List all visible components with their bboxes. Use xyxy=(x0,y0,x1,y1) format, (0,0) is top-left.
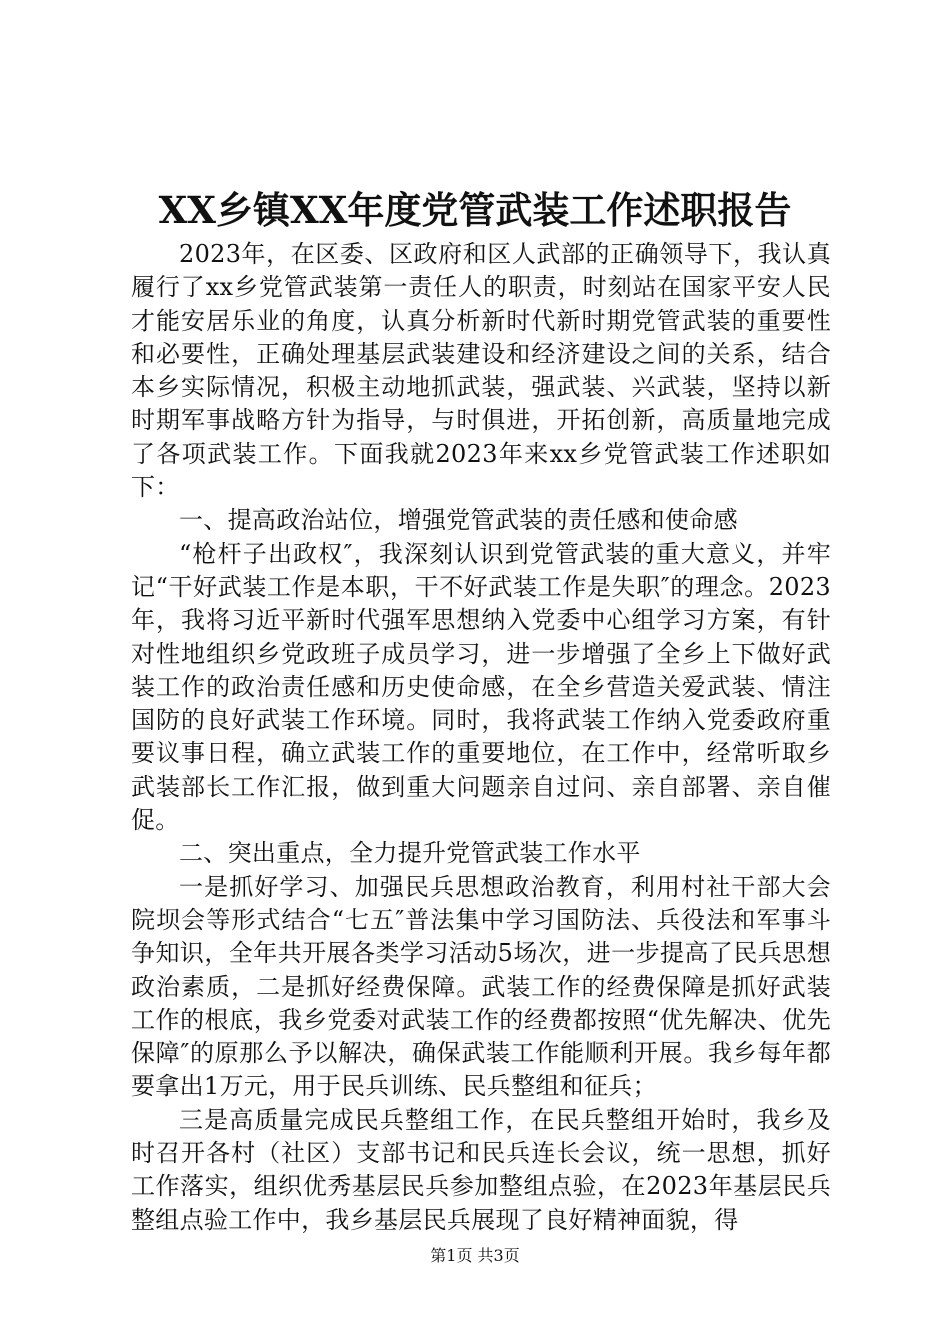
paragraph-section-2a: 一是抓好学习、加强民兵思想政治教育，利用村社干部大会院坝会等形式结合“七五″普法集中学习国防法、兵役法和军事斗争知识，全年共开展各类学习活动5场次，进一步提高了民兵思想政治素质，二是抓好经费保障。武装工作的经费保障是抓好武装工作的根底，我乡党委对武装工作的经费都按照“优先解决、优先保障″的原那么予以解决，确保武装工作能顺利开展。我乡每年都要拿出1万元，用于民兵训练、民兵整组和征兵； xyxy=(131,872,831,1101)
page-footer: 第1页 共3页 xyxy=(430,1246,520,1265)
section-heading-1: 一、提高政治站位，增强党管武装的责任感和使命感 xyxy=(179,506,738,535)
document-body xyxy=(131,238,831,1237)
document-title: XX乡镇XX年度党管武装工作述职报告 xyxy=(158,188,792,232)
paragraph-intro: 2023年，在区委、区政府和区人武部的正确领导下，我认真履行了xx乡党管武装第一责任人的职责，时刻站在国家平安人民才能安居乐业的角度，认真分析新时代新时期党管武装的重要性和必要性，正确处理基层武装建设和经济建设之间的关系，结合本乡实际情况，积极主动地抓武装，强武装、兴武装，坚持以新时期军事战略方针为指导，与时俱进，开拓创新，高质量地完成了各项武装工作。下面我就2023年来xx乡党管武装工作述职如下： xyxy=(131,240,831,502)
paragraph-section-2b: 三是高质量完成民兵整组工作，在民兵整组开始时，我乡及时召开各村（社区）支部书记和民兵连长会议，统一思想，抓好工作落实，组织优秀基层民兵参加整组点验，在2023年基层民兵整组点验工作中，我乡基层民兵展现了良好精神面貌，得 xyxy=(131,1105,831,1234)
paragraph-section-1: “枪杆子出政权″，我深刻认识到党管武装的重大意义，并牢记“干好武装工作是本职，干不好武装工作是失职″的理念。2023年，我将习近平新时代强军思想纳入党委中心组学习方案，有针对性地组织乡党政班子成员学习，进一步增强了全乡上下做好武装工作的政治责任感和历史使命感，在全乡营造关爱武装、情注国防的良好武装工作环境。同时，我将武装工作纳入党委政府重要议事日程，确立武装工作的重要地位，在工作中，经常听取乡武装部长工作汇报，做到重大问题亲自过问、亲自部署、亲自催促。 xyxy=(131,539,831,835)
section-heading-2: 二、突出重点，全力提升党管武装工作水平 xyxy=(179,839,641,868)
